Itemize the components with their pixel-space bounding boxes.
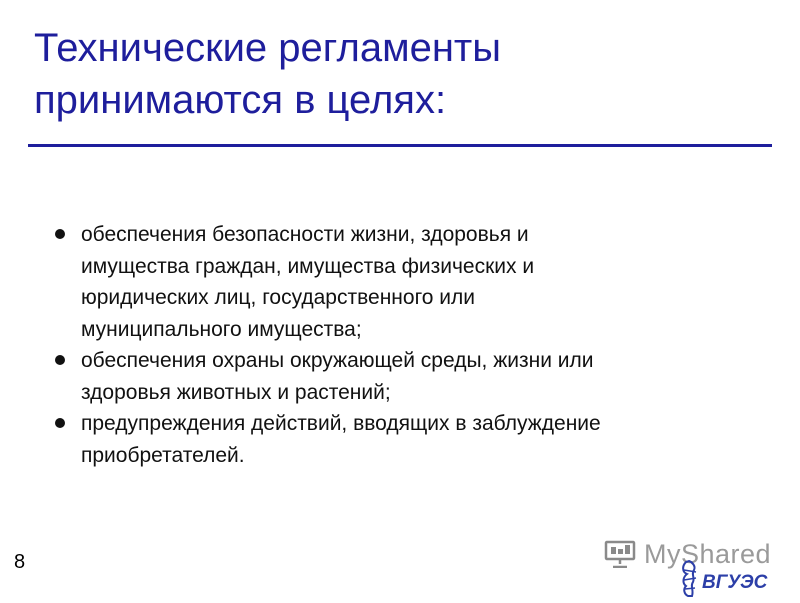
page-number: 8 <box>14 551 26 573</box>
bullet-dot-icon <box>55 418 65 428</box>
watermark-text: MyShared <box>644 539 772 569</box>
bullet-dot-icon <box>55 229 65 239</box>
bullet-line: обеспечения безопасности жизни, здоровья и <box>81 223 529 246</box>
bullet-line: предупреждения действий, вводящих в заблуждение <box>81 412 601 435</box>
presentation-board-icon <box>604 540 636 568</box>
bullet-line: имущества граждан, имущества физических и <box>81 254 535 278</box>
title-divider <box>28 144 772 147</box>
bullet-line: приобретателей. <box>81 443 245 467</box>
bullet-item <box>55 219 755 345</box>
bullet-line: обеспечения охраны окружающей среды, жизни или <box>81 349 594 372</box>
bullet-line: юридических лиц, государственного или <box>81 286 476 309</box>
logo-text: ВГУЭС <box>702 572 768 593</box>
bullet-line: муниципального имущества; <box>81 317 362 341</box>
slide-title <box>34 22 734 126</box>
bullet-item <box>55 345 755 408</box>
title-line-2: принимаются в целях: <box>34 78 447 122</box>
university-emblem-icon <box>676 558 774 598</box>
bullet-line: здоровья животных и растений; <box>81 380 391 404</box>
bullet-list <box>55 219 755 471</box>
university-logo <box>676 558 774 598</box>
bullet-dot-icon <box>55 355 65 365</box>
bullet-item <box>55 408 755 471</box>
title-line-1: Технические регламенты <box>34 26 501 70</box>
